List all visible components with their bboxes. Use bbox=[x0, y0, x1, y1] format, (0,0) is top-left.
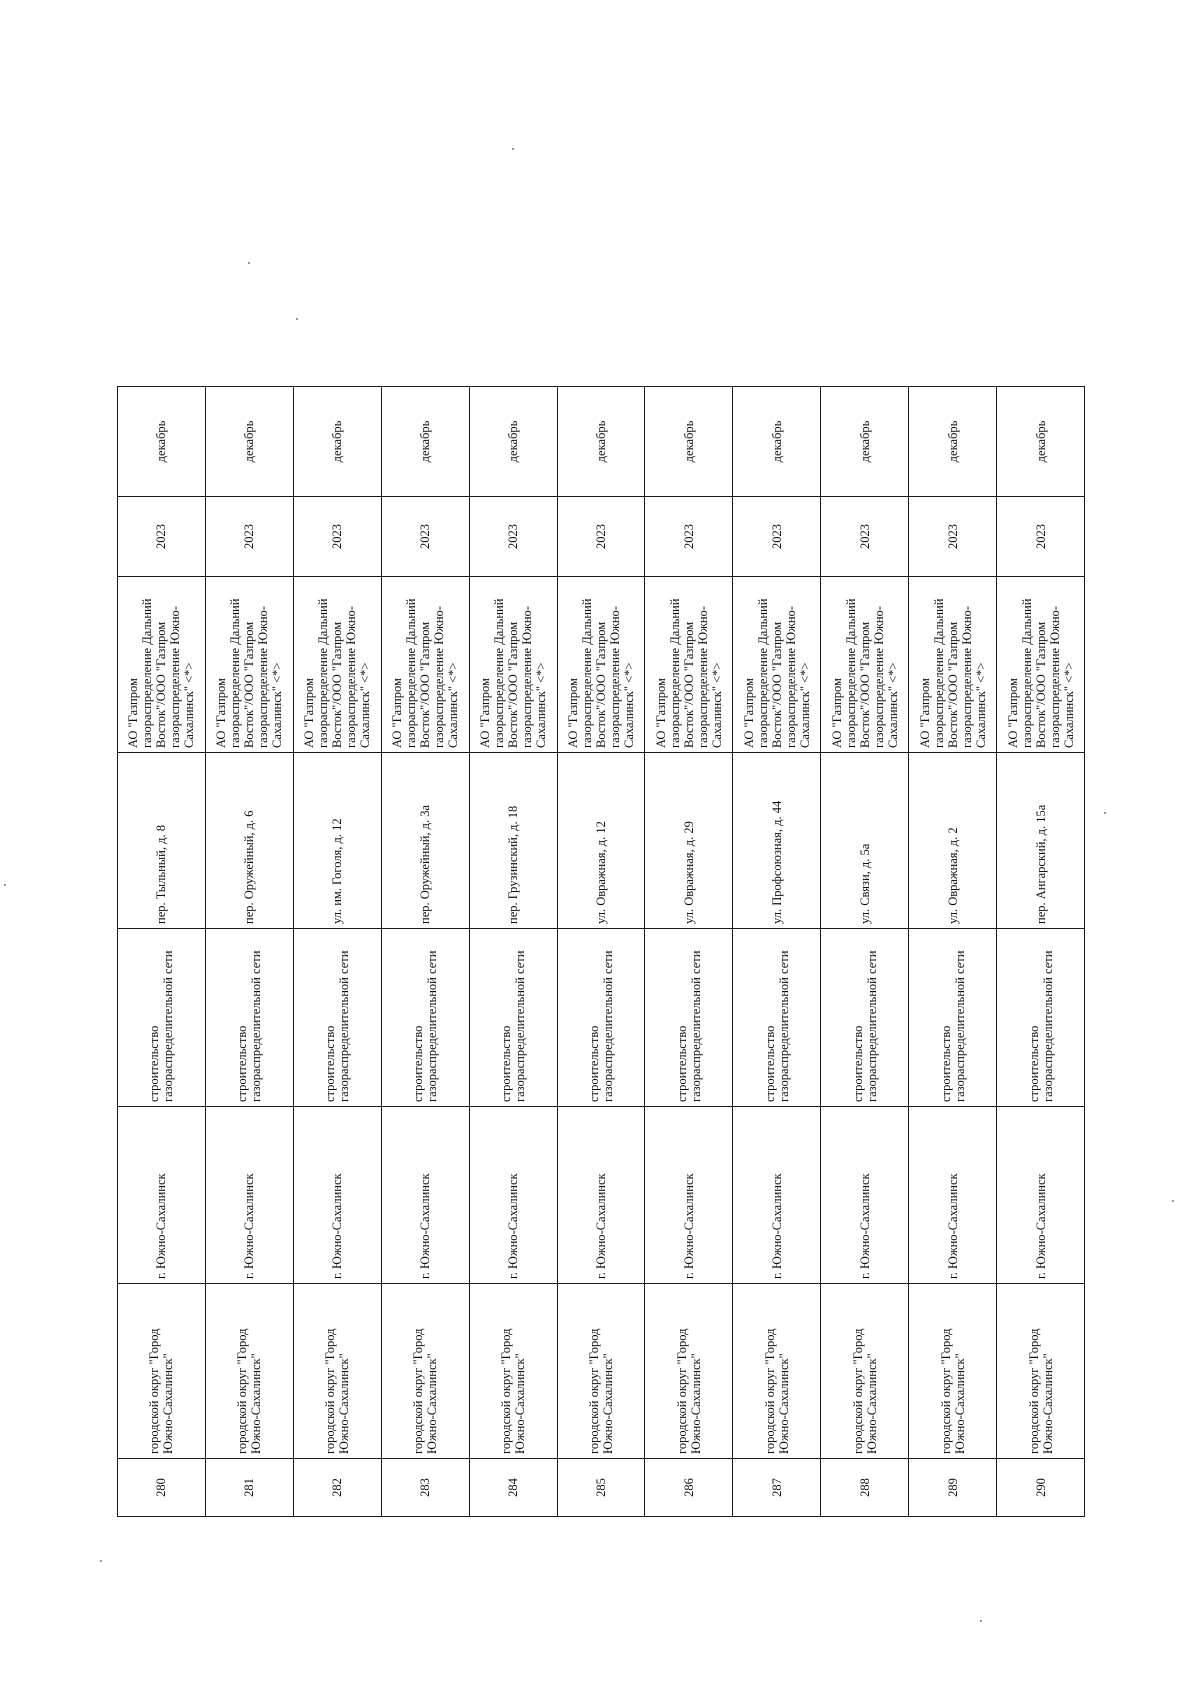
city-cell: г. Южно-Сахалинск bbox=[909, 1107, 997, 1284]
work-type-cell: строительство газораспределительной сети bbox=[557, 929, 645, 1107]
work-type-cell: строительство газораспределительной сети bbox=[821, 929, 909, 1107]
year-cell: 2023 bbox=[821, 497, 909, 577]
municipality-cell: городской округ "Город Южно-Сахалинск" bbox=[469, 1284, 557, 1459]
scan-speck bbox=[980, 1620, 982, 1622]
address-cell: пер. Ангарский, д. 15а bbox=[997, 753, 1085, 929]
organization-cell: АО "Газпром газораспределение Дальний Восток"/ООО "Газпром газораспределение Южно-Сахалинск" <*> bbox=[293, 577, 381, 753]
work-type-cell: строительство газораспределительной сети bbox=[645, 929, 733, 1107]
organization-cell: АО "Газпром газораспределение Дальний Восток"/ООО "Газпром газораспределение Южно-Сахалинск" <*> bbox=[557, 577, 645, 753]
municipality-cell: городской округ "Город Южно-Сахалинск" bbox=[997, 1284, 1085, 1459]
month-cell: декабрь bbox=[205, 387, 293, 497]
organization-cell: АО "Газпром газораспределение Дальний Восток"/ООО "Газпром газораспределение Южно-Сахалинск" <*> bbox=[821, 577, 909, 753]
organization-cell: АО "Газпром газораспределение Дальний Восток"/ООО "Газпром газораспределение Южно-Сахалинск" <*> bbox=[381, 577, 469, 753]
table-row bbox=[733, 387, 821, 1517]
table-row bbox=[909, 387, 997, 1517]
row-number: 286 bbox=[645, 1459, 733, 1517]
table-row bbox=[469, 387, 557, 1517]
table-row bbox=[821, 387, 909, 1517]
work-type-cell: строительство газораспределительной сети bbox=[997, 929, 1085, 1107]
row-number: 283 bbox=[381, 1459, 469, 1517]
row-number: 289 bbox=[909, 1459, 997, 1517]
month-cell: декабрь bbox=[733, 387, 821, 497]
month-cell: декабрь bbox=[557, 387, 645, 497]
row-number: 287 bbox=[733, 1459, 821, 1517]
row-number: 290 bbox=[997, 1459, 1085, 1517]
row-number: 280 bbox=[118, 1459, 206, 1517]
city-cell: г. Южно-Сахалинск bbox=[821, 1107, 909, 1284]
scan-speck bbox=[100, 1560, 102, 1562]
address-cell: ул. Связи, д. 5а bbox=[821, 753, 909, 929]
organization-cell: АО "Газпром газораспределение Дальний Восток"/ООО "Газпром газораспределение Южно-Сахалинск" <*> bbox=[909, 577, 997, 753]
year-cell: 2023 bbox=[645, 497, 733, 577]
municipality-cell: городской округ "Город Южно-Сахалинск" bbox=[381, 1284, 469, 1459]
city-cell: г. Южно-Сахалинск bbox=[997, 1107, 1085, 1284]
municipality-cell: городской округ "Город Южно-Сахалинск" bbox=[733, 1284, 821, 1459]
table-row bbox=[645, 387, 733, 1517]
month-cell: декабрь bbox=[118, 387, 206, 497]
table-row bbox=[997, 387, 1085, 1517]
table-body bbox=[118, 387, 1085, 1517]
address-cell: ул. им. Гоголя, д. 12 bbox=[293, 753, 381, 929]
organization-cell: АО "Газпром газораспределение Дальний Восток"/ООО "Газпром газораспределение Южно-Сахалинск" <*> bbox=[469, 577, 557, 753]
organization-cell: АО "Газпром газораспределение Дальний Восток"/ООО "Газпром газораспределение Южно-Сахалинск" <*> bbox=[118, 577, 206, 753]
city-cell: г. Южно-Сахалинск bbox=[381, 1107, 469, 1284]
address-cell: пер. Оружейный, д. 6 bbox=[205, 753, 293, 929]
address-cell: ул. Профсоюзная, д. 44 bbox=[733, 753, 821, 929]
scan-speck bbox=[296, 318, 298, 320]
address-cell: пер. Грузинский, д. 18 bbox=[469, 753, 557, 929]
work-type-cell: строительство газораспределительной сети bbox=[381, 929, 469, 1107]
municipality-cell: городской округ "Город Южно-Сахалинск" bbox=[118, 1284, 206, 1459]
address-cell: пер. Тыльный, д. 8 bbox=[118, 753, 206, 929]
city-cell: г. Южно-Сахалинск bbox=[645, 1107, 733, 1284]
address-cell: ул. Овражная, д. 2 bbox=[909, 753, 997, 929]
organization-cell: АО "Газпром газораспределение Дальний Восток"/ООО "Газпром газораспределение Южно-Сахалинск" <*> bbox=[733, 577, 821, 753]
city-cell: г. Южно-Сахалинск bbox=[469, 1107, 557, 1284]
month-cell: декабрь bbox=[997, 387, 1085, 497]
municipality-cell: городской округ "Город Южно-Сахалинск" bbox=[821, 1284, 909, 1459]
organization-cell: АО "Газпром газораспределение Дальний Восток"/ООО "Газпром газораспределение Южно-Сахалинск" <*> bbox=[205, 577, 293, 753]
city-cell: г. Южно-Сахалинск bbox=[205, 1107, 293, 1284]
city-cell: г. Южно-Сахалинск bbox=[557, 1107, 645, 1284]
year-cell: 2023 bbox=[557, 497, 645, 577]
scan-speck bbox=[512, 148, 514, 150]
year-cell: 2023 bbox=[381, 497, 469, 577]
row-number: 284 bbox=[469, 1459, 557, 1517]
address-cell: пер. Оружейный, д. 3а bbox=[381, 753, 469, 929]
work-type-cell: строительство газораспределительной сети bbox=[469, 929, 557, 1107]
work-type-cell: строительство газораспределительной сети bbox=[118, 929, 206, 1107]
municipality-cell: городской округ "Город Южно-Сахалинск" bbox=[293, 1284, 381, 1459]
municipality-cell: городской округ "Город Южно-Сахалинск" bbox=[909, 1284, 997, 1459]
year-cell: 2023 bbox=[293, 497, 381, 577]
year-cell: 2023 bbox=[733, 497, 821, 577]
gas-network-construction-table bbox=[117, 386, 1085, 1517]
city-cell: г. Южно-Сахалинск bbox=[118, 1107, 206, 1284]
year-cell: 2023 bbox=[469, 497, 557, 577]
scan-speck bbox=[248, 262, 250, 264]
month-cell: декабрь bbox=[821, 387, 909, 497]
year-cell: 2023 bbox=[997, 497, 1085, 577]
row-number: 288 bbox=[821, 1459, 909, 1517]
month-cell: декабрь bbox=[645, 387, 733, 497]
table-row bbox=[557, 387, 645, 1517]
address-cell: ул. Овражная, д. 29 bbox=[645, 753, 733, 929]
organization-cell: АО "Газпром газораспределение Дальний Восток"/ООО "Газпром газораспределение Южно-Сахалинск" <*> bbox=[645, 577, 733, 753]
month-cell: декабрь bbox=[381, 387, 469, 497]
month-cell: декабрь bbox=[909, 387, 997, 497]
row-number: 281 bbox=[205, 1459, 293, 1517]
municipality-cell: городской округ "Город Южно-Сахалинск" bbox=[205, 1284, 293, 1459]
table-row bbox=[118, 387, 206, 1517]
month-cell: декабрь bbox=[293, 387, 381, 497]
address-cell: ул. Овражная, д. 12 bbox=[557, 753, 645, 929]
table-row bbox=[205, 387, 293, 1517]
month-cell: декабрь bbox=[469, 387, 557, 497]
scan-speck bbox=[1172, 1200, 1174, 1202]
city-cell: г. Южно-Сахалинск bbox=[293, 1107, 381, 1284]
municipality-cell: городской округ "Город Южно-Сахалинск" bbox=[645, 1284, 733, 1459]
year-cell: 2023 bbox=[205, 497, 293, 577]
row-number: 282 bbox=[293, 1459, 381, 1517]
year-cell: 2023 bbox=[118, 497, 206, 577]
year-cell: 2023 bbox=[909, 497, 997, 577]
scan-speck bbox=[1104, 812, 1106, 814]
scan-speck bbox=[4, 884, 6, 886]
row-number: 285 bbox=[557, 1459, 645, 1517]
city-cell: г. Южно-Сахалинск bbox=[733, 1107, 821, 1284]
municipality-cell: городской округ "Город Южно-Сахалинск" bbox=[557, 1284, 645, 1459]
work-type-cell: строительство газораспределительной сети bbox=[733, 929, 821, 1107]
work-type-cell: строительство газораспределительной сети bbox=[205, 929, 293, 1107]
table-row bbox=[293, 387, 381, 1517]
organization-cell: АО "Газпром газораспределение Дальний Восток"/ООО "Газпром газораспределение Южно-Сахалинск" <*> bbox=[997, 577, 1085, 753]
table-row bbox=[381, 387, 469, 1517]
work-type-cell: строительство газораспределительной сети bbox=[293, 929, 381, 1107]
work-type-cell: строительство газораспределительной сети bbox=[909, 929, 997, 1107]
rotated-table-container bbox=[117, 387, 1085, 1517]
